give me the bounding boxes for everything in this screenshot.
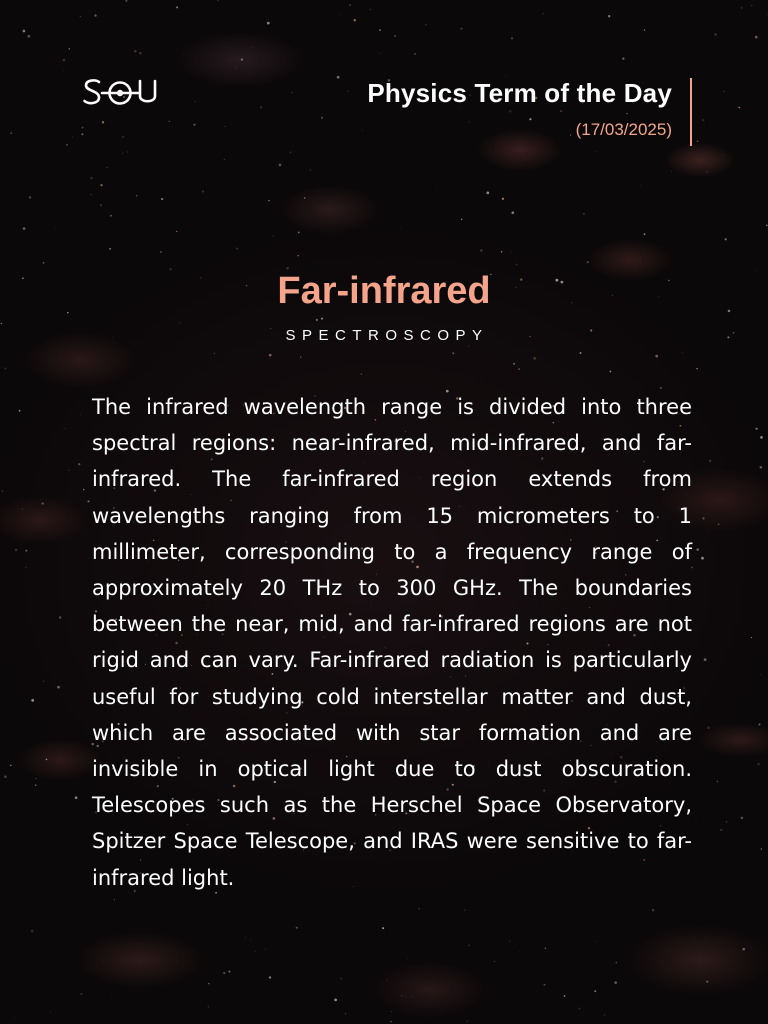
star-dot [379,29,381,31]
star-dot [31,930,34,933]
star-dot [511,211,514,214]
star-dot [202,191,204,193]
star-dot [270,358,271,359]
star-dot [596,941,597,942]
star-dot [401,995,402,996]
star-dot [25,567,26,568]
star-dot [696,820,697,821]
star-dot [296,927,298,929]
star-dot [452,352,454,354]
star-dot [758,723,760,725]
star-dot [419,908,420,909]
star-dot [14,1018,15,1019]
star-dot [511,252,512,253]
star-dot [583,213,584,214]
star-dot [245,937,246,938]
star-dot [362,130,363,131]
star-dot [391,1011,392,1012]
star-dot [352,949,353,950]
star-dot [544,984,546,986]
star-dot [354,19,356,21]
star-dot [466,1021,468,1023]
star-dot [702,517,704,519]
star-dot [176,231,178,233]
star-dot [304,197,306,199]
star-dot [696,368,697,369]
star-dot [100,184,102,186]
star-dot [291,92,293,94]
star-dot [766,225,768,227]
term-definition: The infrared wavelength range is divided into three spectral regions: near-infrared, mid-infrared, and far-infrared. The far-infrared region extends from wavelengths ranging from 15 micrometers to 1 millimeter, corresponding to a frequency range of approximately 20 THz to 300 GHz. The boundaries between the near, mid, and far-infrared regions are not rigid and can vary. Far-infrared radiation is particularly useful for studying cold interstellar matter and dust, which are associated with star formation and are invisible in optical light due to dust obscuration. Telescopes such as the Herschel Space Observatory, Spitzer Space Telescope, and IRAS were sensitive to far-infrared light. [92,395,692,890]
star-dot [370,9,371,10]
star-dot [224,159,225,160]
star-dot [250,939,251,940]
star-dot [725,238,727,240]
star-dot [28,35,31,38]
star-dot [760,674,761,675]
star-dot [267,22,270,25]
star-dot [316,319,318,321]
term-title: Far-infrared [277,270,491,312]
star-dot [236,248,238,250]
star-dot [102,121,104,123]
star-dot [10,765,12,767]
star-dot [134,50,137,53]
star-dot [755,36,758,39]
star-dot [11,132,12,133]
star-dot [760,466,763,469]
star-dot [616,962,617,963]
star-dot [223,972,225,974]
star-dot [94,14,96,16]
star-dot [75,796,78,799]
header-divider [690,78,692,146]
star-dot [54,227,55,228]
star-dot [225,126,226,127]
star-dot [742,948,745,951]
star-dot [587,261,589,263]
star-dot [671,171,672,172]
star-dot [66,144,67,145]
star-dot [82,127,84,129]
star-dot [43,262,45,264]
star-dot [509,941,510,942]
star-dot [682,352,683,353]
star-dot [69,470,70,471]
star-dot [580,352,582,354]
star-dot [760,436,763,439]
star-dot [579,1008,581,1010]
star-dot [502,198,504,200]
star-dot [42,502,44,504]
star-dot [255,951,256,952]
star-dot [390,1021,391,1022]
star-dot [193,124,195,126]
star-dot [717,781,718,782]
star-dot [337,76,340,79]
star-dot [644,29,645,30]
star-dot [622,58,624,60]
star-dot [425,24,426,25]
page-title: Physics Term of the Day [367,78,672,108]
star-dot [268,200,269,201]
star-dot [35,784,37,786]
star-dot [80,16,81,17]
star-dot [260,106,262,108]
star-dot [23,227,26,230]
star-dot [464,910,465,911]
star-dot [644,233,646,235]
star-dot [437,189,438,190]
sou-logo-icon [82,76,160,108]
star-dot [400,228,401,229]
star-dot [72,137,73,138]
star-dot [80,993,82,995]
star-dot [724,91,725,92]
star-dot [176,6,178,8]
star-dot [110,215,112,217]
star-dot [279,164,282,167]
star-dot [741,817,744,820]
star-dot [46,759,48,761]
star-dot [595,151,596,152]
star-dot [50,1012,51,1013]
star-dot [300,356,301,357]
term-category: SPECTROSCOPY [285,327,489,344]
star-dot [640,185,641,186]
star-dot [501,251,503,253]
star-dot [708,530,709,531]
star-dot [214,353,215,354]
star-dot [701,557,704,560]
star-dot [519,951,520,952]
star-dot [513,363,515,365]
star-dot [23,30,26,33]
star-dot [726,821,728,823]
star-dot [339,14,340,15]
star-dot [408,958,409,959]
star-dot [265,949,266,950]
star-dot [386,979,387,980]
star-dot [100,204,101,205]
star-dot [704,658,707,661]
star-dot [2,490,3,491]
star-dot [31,699,34,702]
star-dot [345,1013,346,1014]
star-dot [755,428,757,430]
star-dot [564,995,566,997]
star-dot [533,357,536,360]
star-dot [594,990,596,992]
star-dot [349,4,351,6]
star-dot [122,136,124,138]
star-dot [486,192,489,195]
star-dot [460,28,462,30]
star-dot [511,37,513,39]
star-dot [767,14,768,15]
star-dot [122,153,123,154]
star-dot [114,899,115,900]
star-dot [741,7,743,9]
star-dot [87,500,89,502]
star-dot [298,232,300,234]
star-dot [361,373,363,375]
star-dot [1,323,2,324]
star-dot [516,264,518,266]
star-dot [81,133,83,135]
star-dot [412,996,413,997]
star-dot [379,53,380,54]
star-dot [19,410,21,412]
star-dot [751,5,752,6]
star-dot [545,947,547,949]
star-dot [757,763,760,766]
star-dot [83,489,85,491]
star-dot [107,167,108,168]
star-dot [696,548,698,550]
star-dot [610,371,612,373]
star-dot [604,1015,605,1016]
star-dot [63,70,64,71]
star-dot [697,140,699,142]
star-dot [21,508,23,510]
star-dot [382,927,384,929]
star-dot [4,775,7,778]
star-dot [707,171,708,172]
star-dot [57,686,60,689]
star-dot [63,59,66,62]
star-dot [414,53,416,55]
star-dot [394,35,395,36]
star-dot [738,107,740,109]
star-dot [69,48,71,50]
star-dot [494,961,495,962]
star-dot [722,154,723,155]
star-dot [228,971,230,973]
star-dot [707,726,710,729]
star-dot [290,152,291,153]
star-dot [480,249,483,252]
star-dot [125,0,127,2]
star-dot [608,15,610,17]
star-dot [761,848,763,850]
star-dot [65,428,66,429]
star-dot [4,367,6,369]
star-dot [43,681,44,682]
star-dot [15,549,17,551]
star-dot [139,52,142,55]
star-dot [269,976,271,978]
star-dot [109,248,111,250]
star-dot [321,318,323,320]
star-dot [709,459,712,462]
star-dot [160,251,162,253]
star-dot [161,198,163,200]
star-dot [341,978,342,979]
star-dot [720,829,722,831]
date-label: (17/03/2025) [575,120,672,139]
star-dot [179,322,180,323]
star-dot [702,119,704,121]
star-dot [29,196,31,198]
star-dot [35,778,36,779]
star-dot [208,1006,209,1007]
star-dot [321,117,323,119]
star-dot [136,195,137,196]
star-dot [112,995,113,996]
star-dot [90,194,91,195]
star-dot [614,981,617,984]
star-dot [59,616,61,618]
star-dot [310,169,312,171]
star-dot [236,67,237,68]
star-dot [706,981,708,983]
star-dot [297,255,298,256]
star-dot [208,983,210,985]
star-dot [169,121,170,122]
star-dot [269,354,272,357]
star-dot [90,177,92,179]
star-dot [714,33,716,35]
star-dot [272,235,273,236]
star-dot [241,59,243,61]
star-dot [725,644,726,645]
star-dot [25,550,27,552]
header [367,76,672,142]
star-dot [518,368,520,370]
star-dot [127,152,128,153]
star-dot [217,0,219,1]
star-dot [718,523,720,525]
star-dot [655,355,658,358]
star-dot [751,637,752,638]
star-dot [469,945,470,946]
star-dot [347,91,348,92]
star-dot [502,8,503,9]
star-dot [80,414,81,415]
star-dot [195,101,196,102]
star-dot [252,47,253,48]
star-dot [334,999,337,1002]
star-dot [461,219,462,220]
star-dot [78,463,80,465]
star-dot [652,909,654,911]
star-dot [543,13,544,14]
